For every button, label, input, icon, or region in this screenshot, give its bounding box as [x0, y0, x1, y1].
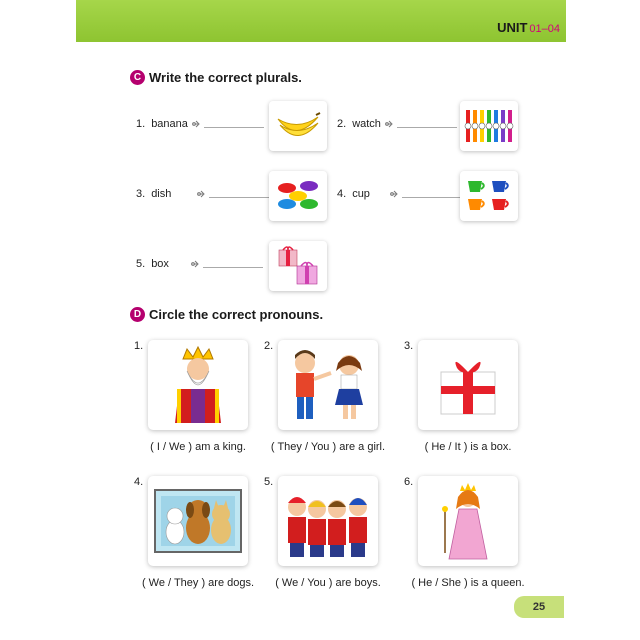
item-word: box	[151, 258, 169, 270]
gift-box-icon	[418, 340, 518, 430]
pronoun-sentence-6[interactable]: ( He / She ) is a queen.	[411, 577, 525, 589]
section-c-heading: Write the correct plurals.	[149, 70, 302, 85]
pronoun-number-2: 2.	[264, 340, 274, 352]
dishes-icon	[269, 171, 327, 221]
boxes-icon	[269, 241, 327, 291]
hand-arrow-icon	[192, 119, 202, 129]
pronoun-number-3: 3.	[404, 340, 414, 352]
hand-arrow-icon	[191, 259, 201, 269]
pronoun-number-4: 4.	[134, 476, 144, 488]
pronoun-sentence-1[interactable]: ( I / We ) am a king.	[150, 441, 246, 453]
boys-icon	[278, 476, 378, 566]
item-word: cup	[352, 188, 370, 200]
boy-and-girl-icon	[278, 340, 378, 430]
header-divider	[76, 40, 566, 42]
section-c-title	[130, 70, 302, 85]
item-number: 5.	[136, 258, 146, 270]
dogs-icon	[148, 476, 248, 566]
plural-item-3	[136, 188, 269, 200]
plural-item-2	[337, 118, 457, 130]
section-d-heading: Circle the correct pronouns.	[149, 307, 324, 322]
hand-arrow-icon	[390, 189, 400, 199]
hand-arrow-icon	[197, 189, 207, 199]
section-d-badge: D	[130, 307, 145, 322]
item-number: 2.	[337, 118, 347, 130]
king-icon	[148, 340, 248, 430]
unit-text: UNIT	[497, 20, 528, 35]
unit-label	[497, 20, 560, 35]
watches-icon	[460, 101, 518, 151]
cups-icon	[460, 171, 518, 221]
item-word: watch	[352, 118, 381, 130]
pronoun-number-1: 1.	[134, 340, 144, 352]
page-number: 25	[514, 596, 564, 618]
plural-item-4	[337, 188, 462, 200]
pronoun-sentence-5[interactable]: ( We / You ) are boys.	[275, 577, 381, 589]
pronoun-sentence-2[interactable]: ( They / You ) are a girl.	[270, 441, 386, 453]
plural-item-1	[136, 118, 264, 130]
bananas-icon	[269, 101, 327, 151]
answer-blank[interactable]	[204, 127, 264, 128]
item-number: 1.	[136, 118, 146, 130]
section-d-title	[130, 307, 323, 322]
section-c-badge: C	[130, 70, 145, 85]
header-band	[76, 0, 566, 40]
pronoun-number-5: 5.	[264, 476, 274, 488]
plural-item-5	[136, 258, 263, 270]
answer-blank[interactable]	[209, 197, 269, 198]
item-word: dish	[151, 188, 172, 200]
answer-blank[interactable]	[397, 127, 457, 128]
answer-blank[interactable]	[203, 267, 263, 268]
hand-arrow-icon	[385, 119, 395, 129]
item-word: banana	[151, 118, 188, 130]
queen-icon	[418, 476, 518, 566]
item-number: 4.	[337, 188, 347, 200]
item-number: 3.	[136, 188, 146, 200]
pronoun-sentence-3[interactable]: ( He / It ) is a box.	[424, 441, 512, 453]
unit-range: 01–04	[529, 23, 560, 35]
answer-blank[interactable]	[402, 197, 462, 198]
pronoun-number-6: 6.	[404, 476, 414, 488]
pronoun-sentence-4[interactable]: ( We / They ) are dogs.	[141, 577, 255, 589]
